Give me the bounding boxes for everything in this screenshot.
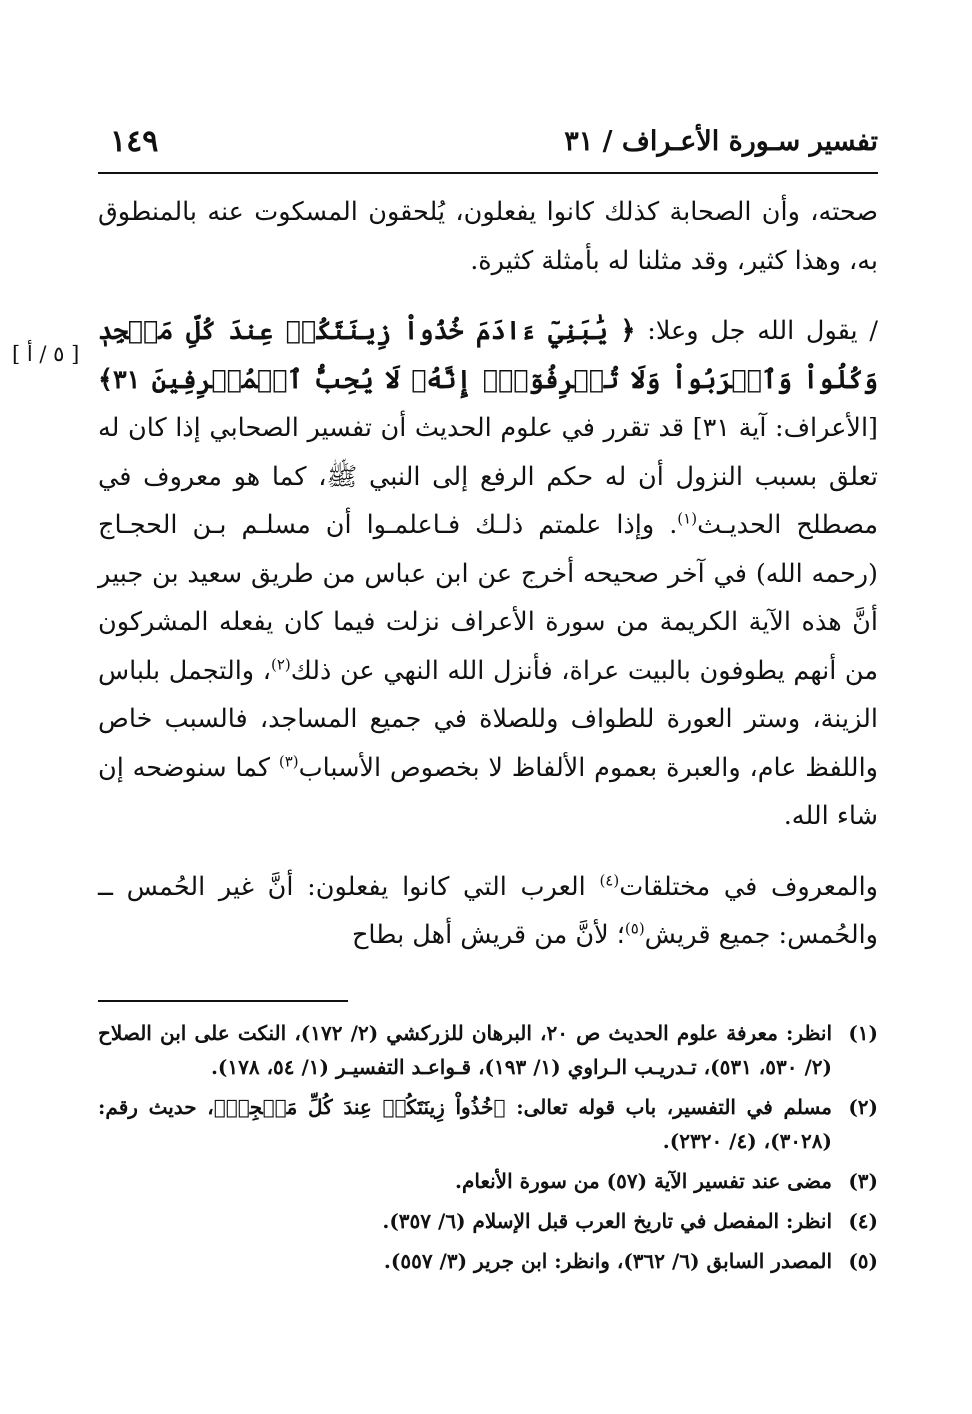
main-text <box>98 188 878 960</box>
paragraph-1: صحته، وأن الصحابة كذلك كانوا يفعلون، يُلحقون المسكوت عنه بالمنطوق به، وهذا كثير، وقد مثلنا له بأمثلة كثيرة. <box>98 197 878 276</box>
verse-intro: / يقول الله جل وعلا: <box>635 316 878 346</box>
footnote-number: (٤) <box>848 1208 878 1233</box>
paragraph-3-text-a: والمعروف في مختلقات <box>619 871 878 902</box>
footnote-text: المصدر السابق (٦/ ٣٦٢)، وانظر: ابن جرير (٣/ ٥٥٧). <box>383 1248 832 1273</box>
paragraph-2-text-a: قد تقرر في علوم الحديث أن تفسير الصحابي إذا كان له تعلق بسبب النزول أن له حكم الرفع إلى النبي ﷺ، كما هو معروف في مصطلح الحديـث <box>98 413 878 540</box>
footnote-4 <box>98 1204 878 1238</box>
footnote-text: مسلم في التفسير، باب قوله تعالى: ﴿خُذُواْ زِينَتَكُمۡ عِندَ كُلِّ مَسۡجِدٖ﴾، حديث رقم: (٣٠٢٨)، (٤/ ٢٣٢٠). <box>98 1094 832 1153</box>
paragraph-3-text-c: ؛ لأنَّ من قريش أهل بطاح <box>351 920 625 950</box>
paragraph-2-text-d: كما سنوضحه إن شاء الله. <box>98 752 878 831</box>
paragraph-2-text-c: ، والتجمل بلباس الزينة، وستر العورة للطواف وللصلاة في جميع المساجد، فالسبب خاص واللفظ عام، والعبرة بعموم الألفاظ لا بخصوص الأسباب <box>98 655 878 783</box>
verse-reference: [الأعراف: آية ٣١] <box>684 413 878 443</box>
page-number: ١٤٩ <box>110 124 159 159</box>
footnote-marker-5[interactable]: (٥) <box>624 919 645 938</box>
footnote-marker-3[interactable]: (٣) <box>278 752 299 770</box>
footnote-1 <box>98 1016 878 1084</box>
manuscript-folio-ref: [ ٥ / أ ] <box>12 342 80 366</box>
running-header <box>98 120 878 174</box>
footnote-text: مضى عند تفسير الآية (٥٧) من سورة الأنعام. <box>455 1168 832 1193</box>
paragraph-3 <box>98 863 878 960</box>
footnotes <box>98 1016 878 1278</box>
footnote-marker-4[interactable]: (٤) <box>599 871 620 889</box>
footnote-text: انظر: معرفة علوم الحديث ص ٢٠، البرهان للزركشي (٢/ ١٧٢)، النكت على ابن الصلاح (٢/ ٥٣٠، ٥٣١)، تـدريـب الـراوي (١/ ١٩٣)، قـواعـد التفسيـر (١/ ٥٤، ١٧٨). <box>98 1020 832 1079</box>
paragraph-2-text-b: . وإذا علمتم ذلـك فـاعلمـوا أن مسلـم بـن الحجـاج (رحمه الله) في آخر صحيحه أخرج عن ابن عباس من طريق سعيد بن جبير أنَّ هذه الآية الكريمة من سورة الأعراف نزلت فيما كان يفعله المشركون من أنهم يطوفون بالبيت عراة، فأنزل الله النهي عن ذلك <box>98 510 879 686</box>
book-page <box>12 120 879 1284</box>
paragraph-3-text-b: العرب التي كانوا يفعلون: أنَّ غير الحُمس ــ والحُمس: جميع قريش <box>98 871 878 950</box>
footnote-number: (٣) <box>848 1168 878 1193</box>
footnote-5 <box>98 1244 878 1278</box>
footnote-marker-2[interactable]: (٢) <box>270 655 291 673</box>
footnote-text: انظر: المفصل في تاريخ العرب قبل الإسلام (٦/ ٣٥٧). <box>382 1208 832 1233</box>
quran-verse: ﴿ يَٰبَنِيٓ ءَادَمَ خُذُواْ زِينَتَكُمۡ عِندَ كُلِّ مَسۡجِدٖ وَكُلُواْ وَٱشۡرَبُواْ وَلَا تُسۡرِفُوٓاْۚ إِنَّهُۥ لَا يُحِبُّ ٱلۡمُسۡرِفِينَ ٣١﴾ <box>98 316 878 395</box>
footnote-3 <box>98 1164 878 1198</box>
footnote-marker-1[interactable]: (١) <box>677 509 698 528</box>
footnote-number: (٥) <box>848 1248 878 1273</box>
footnote-number: (٢) <box>848 1094 878 1119</box>
running-title: تفسير سـورة الأعـراف / ٣١ <box>564 126 878 157</box>
paragraph-2 <box>98 307 878 841</box>
footnote-divider <box>98 1000 348 1002</box>
footnote-number: (١) <box>848 1020 878 1045</box>
footnote-2 <box>98 1090 878 1158</box>
